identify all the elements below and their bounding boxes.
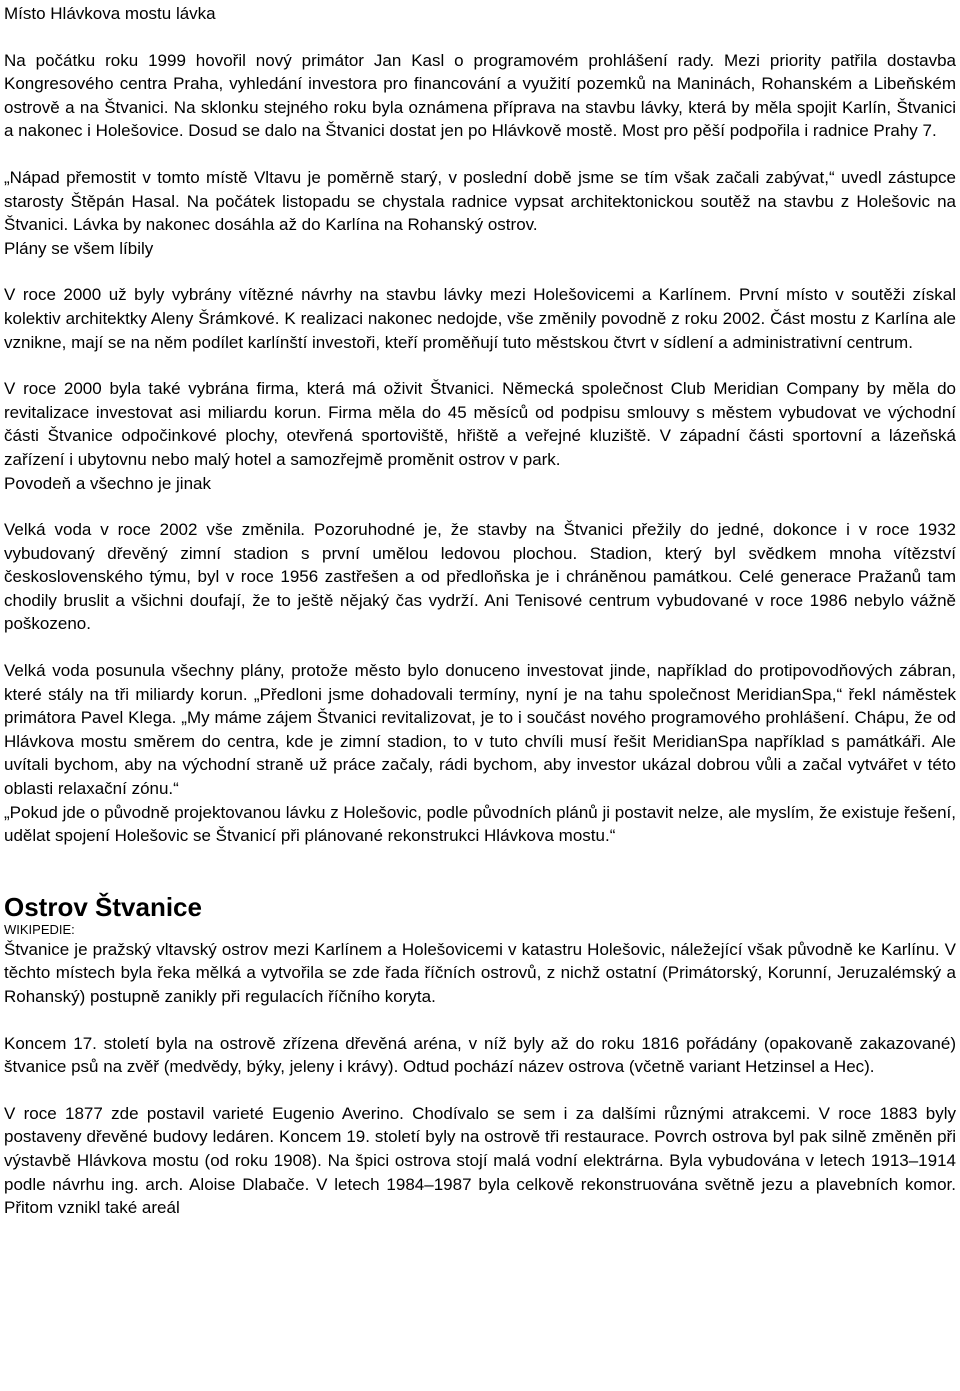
paragraph-3: V roce 2000 už byly vybrány vítězné návrhy na stavbu lávky mezi Holešovicemi a Karlínem. První místo v soutěži získal kolektiv architektky Aleny Šrámkové. K realizaci nakonec nedojde, vše změnily povodně z roku 2002. Část mostu z Karlína ale vznikne, mají se na něm podílet karlínští investoři, kteří proměňují tuto městskou čtvrt v sídlení a administrativní centrum. — [4, 285, 956, 352]
paragraph-7: „Pokud jde o původně projektovanou lávku z Holešovic, podle původních plánů ji postavit nelze, ale myslím, že existuje řešení, udělat spojení Holešovic se Štvanicí při plánované rekonstrukci Hlávkova mostu.“ — [4, 802, 956, 846]
paragraph-8: Štvanice je pražský vltavský ostrov mezi Karlínem a Holešovicemi v katastru Holešovic, náležející však původně ke Karlínu. V těchto místech byla řeka mělká a vytvořila se zde řada říčních ostrovů, z nichž ostatní (Primátorský, Korunní, Jeruzalémský a Rohanský) postupně zanikly při regulacích říčního koryta. — [4, 939, 956, 1006]
paragraph-1: Na počátku roku 1999 hovořil nový primátor Jan Kasl o programovém prohlášení rady. Mezi priority patřila dostavba Kongresového centra Praha, vyhledání investora pro financování a využití pozemků na Maninách, Rohanském a Libeňském ostrově a na Štvanici. Na sklonku stejného roku byla oznámena příprava na stavbu lávky, která by měla spojit Karlín, Štvanici a nakonec i Holešovice. Dosud se dalo na Štvanici dostat jen po Hlávkově mostě. Most pro pěší podpořila i radnice Prahy 7. — [4, 50, 956, 141]
paragraph-4: V roce 2000 byla také vybrána firma, která má oživit Štvanici. Německá společnost Club Meridian Company by měla do revitalizace investovat asi miliardu korun. Firma měla do 45 měsíců od podpisu smlouvy s městem vybudovat ve východní části Štvanice odpočinkové plochy, otevřená sportoviště, hřiště a veřejné kluziště. V západní části sportovní a lázeňská zařízení i ubytovnu nebo malý hotel a samozřejmě proměnit ostrov v park. — [4, 379, 956, 469]
document-page — [4, 0, 956, 1220]
wikipedia-label: WIKIPEDIE: — [4, 921, 75, 937]
paragraph-5: Velká voda v roce 2002 vše změnila. Pozoruhodné je, že stavby na Štvanici přežily do jedné, dokonce i v roce 1932 vybudovaný dřevěný zimní stadion s první umělou ledovou plochou. Stadion, který byl svědkem mnoha vítězství československého týmu, byl v roce 1956 zastřešen a od předloňska je i chráněnou památkou. Celé generace Pražanů tam chodily bruslit a všichni doufají, že to ještě nějaký čas vydrží. Ani Tenisové centrum vybudované v roce 1986 nebylo vážně poškozeno. — [4, 520, 956, 634]
paragraph-2: „Nápad přemostit v tomto místě Vltavu je poměrně starý, v poslední době jsme se tím však začali zabývat,“ uvedl zástupce starosty Štěpán Hasal. Na počátek listopadu se chystala radnice vypsat architektonickou soutěž na stavbu z Holešovic na Štvanici. Lávka by nakonec dosáhla až do Karlína na Rohanský ostrov. — [4, 167, 956, 235]
section-title-povoden: Povodeň a všechno je jinak — [4, 473, 211, 493]
section-title-plany: Plány se všem líbily — [4, 238, 154, 258]
paragraph-10: V roce 1877 zde postavil varieté Eugenio Averino. Chodívalo se sem i za dalšími různými atrakcemi. V roce 1883 byly postaveny dřevěné budovy ledáren. Koncem 19. století byly na ostrově tři restaurace. Povrch ostrova byl pak silně změněn při výstavbě Hlávkova mostu (od roku 1908). Na špici ostrova stojí malá vodní elektrárna. Byla vybudována v letech 1913–1914 podle návrhu ing. arch. Aloise Dlabače. V letech 1984–1987 byla celkově rekonstruována světně jezu a plavebních komor. Přitom vznikl také areál — [4, 1103, 956, 1218]
section-title-misto-hlavkova-mostu: Místo Hlávkova mostu lávka — [4, 4, 216, 23]
paragraph-6: Velká voda posunula všechny plány, protože město bylo donuceno investovat jinde, například do protipovodňových zábran, které stály na tři miliardy korun. „Předloni jsme dohadovali termíny, nyní je na tahu společnost MeridianSpa,“ řekl náměstek primátora Pavel Klega. „My máme zájem Štvanici revitalizovat, je to i součást nového programového prohlášení. Chápu, že od Hlávkova mostu směrem do centra, kde je zimní stadion, to v tuto chvíli musí řešit MeridianSpa například s památkáři. Ale uvítali bychom, aby na východní straně už práce začaly, rádi bychom, aby investor ukázal dobrou vůli a začal vytvářet v této oblasti relaxační zónu.“ — [4, 661, 956, 799]
heading-ostrov-stvanice: Ostrov Štvanice — [4, 891, 202, 922]
paragraph-9: Koncem 17. století byla na ostrově zřízena dřevěná aréna, v níž byly až do roku 1816 pořádány (opakovaně zakazované) štvanice psů na zvěř (medvědy, býky, jeleny i krávy). Odtud pochází název ostrova (včetně variant Hetzinsel a Hec). — [4, 1033, 956, 1077]
